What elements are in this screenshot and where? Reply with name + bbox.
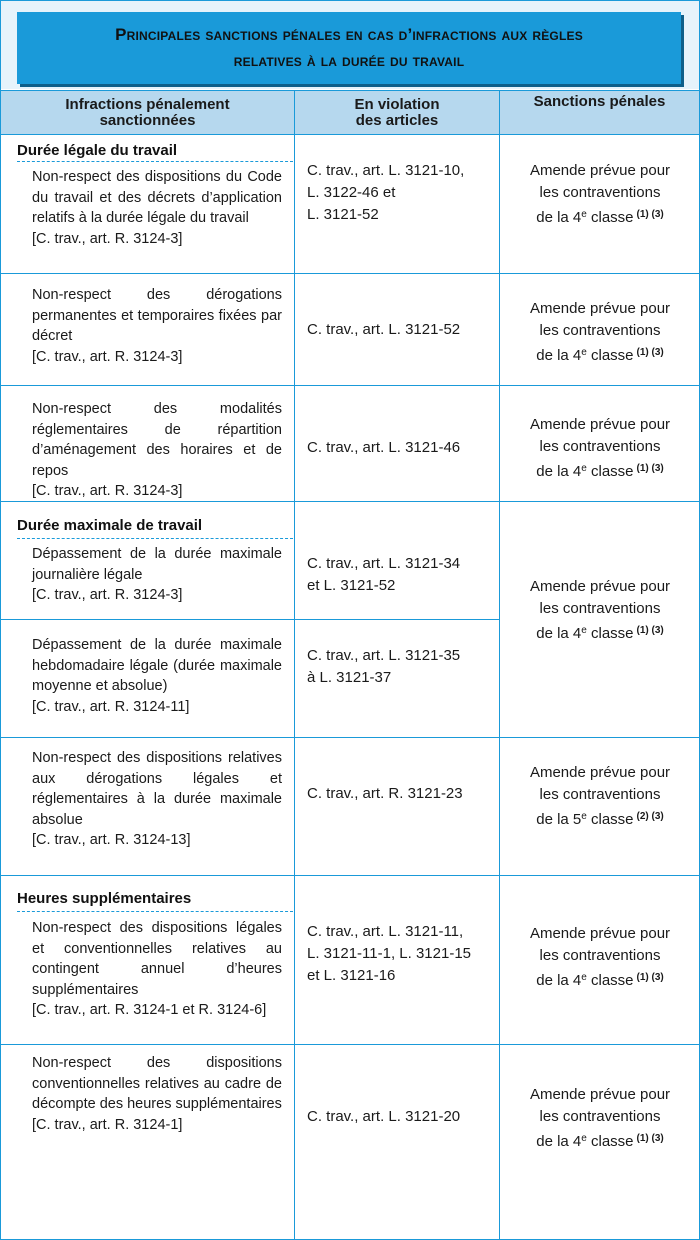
section-underline (17, 911, 293, 912)
footnote-refs: (1) (3) (636, 972, 664, 983)
infraction-cell (32, 748, 282, 851)
sanction-cell (501, 160, 699, 229)
row-divider (1, 1044, 699, 1045)
footnote-refs: (1) (3) (636, 625, 664, 636)
sanction-line (501, 458, 699, 483)
sanction-class-prefix: de la 4 (536, 972, 582, 989)
article-line: C. trav., art. L. 3121-46 (307, 439, 461, 456)
sanction-line: les contraventions (539, 600, 661, 617)
header-infractions-line-2: sanctionnées (99, 111, 196, 129)
infraction-text: Non-respect des modalités réglementaires de répartition d’aménagement des horaires et de repos (32, 401, 282, 479)
sanction-class-prefix: de la 4 (536, 463, 582, 480)
sanction-line: les contraventions (539, 947, 661, 964)
sanction-line: Amende prévue pour (529, 764, 671, 781)
sanction-class-suffix: classe (586, 463, 634, 480)
sanction-class-prefix: de la 4 (536, 625, 582, 642)
sanction-line: les contraventions (539, 1108, 661, 1125)
infraction-text: Dépassement de la durée maximale journalière légale (32, 546, 282, 583)
sanction-class-suffix: classe (586, 347, 634, 364)
header-infractions (1, 91, 294, 134)
infraction-reference: [C. trav., art. R. 3124-3] (32, 587, 183, 603)
sanction-line: Amende prévue pour (529, 1086, 671, 1103)
article-line: C. trav., art. L. 3121-11, (307, 923, 464, 940)
sanction-line (501, 204, 699, 229)
title-line-2: relatives à la durée du travail (233, 51, 465, 70)
sanction-class-suffix: classe (586, 625, 634, 642)
table-header-row (1, 91, 699, 134)
infraction-reference: [C. trav., art. R. 3124-1] (32, 1116, 183, 1133)
footnote-refs: (1) (3) (636, 463, 664, 474)
articles-cell (307, 921, 487, 987)
infraction-cell (32, 544, 282, 606)
infraction-reference: [C. trav., art. R. 3124-1 et R. 3124-6] (32, 1002, 267, 1018)
infraction-cell (32, 399, 282, 502)
sanction-cell (501, 762, 699, 831)
sanction-class-suffix: classe (586, 811, 634, 828)
sanction-cell (501, 576, 699, 645)
sanction-line: Amende prévue pour (529, 416, 671, 433)
header-articles-line-1: En violation (354, 95, 440, 113)
section-underline (17, 161, 293, 162)
sanction-cell (501, 414, 699, 483)
infraction-cell (32, 1053, 282, 1135)
article-line: C. trav., art. L. 3121-34 (307, 555, 461, 572)
article-line: L. 3121-52 (307, 206, 379, 223)
rule-header-bottom (1, 134, 699, 135)
sanction-class-prefix: de la 5 (536, 811, 582, 828)
sanction-class-ordinal: e (581, 811, 587, 822)
article-line: C. trav., art. L. 3121-20 (307, 1108, 461, 1125)
rule-top-header (1, 90, 699, 91)
sanction-line (501, 620, 699, 645)
sanction-cell (501, 923, 699, 992)
title-box (17, 12, 681, 84)
sanction-line: les contraventions (539, 786, 661, 803)
sanction-class-ordinal: e (581, 625, 587, 636)
sanction-line: les contraventions (539, 322, 661, 339)
section-heures-supplementaires: Heures supplémentaires (17, 890, 192, 907)
sanction-line: les contraventions (539, 184, 661, 201)
infraction-cell (32, 918, 282, 1021)
sanction-class-prefix: de la 4 (536, 1133, 582, 1150)
footnote-refs: (1) (3) (636, 347, 664, 358)
sanction-class-prefix: de la 4 (536, 347, 582, 364)
sanction-class-ordinal: e (581, 347, 587, 358)
infraction-text: Non-respect des dispositions légales et conventionnelles relatives au contingent annuel d’heures supplémentaires (32, 920, 282, 998)
sanction-line: Amende prévue pour (529, 300, 671, 317)
infraction-text: Non-respect des dispositions du Code du travail et des décrets d’application relatifs à la durée légale du travail (32, 169, 282, 226)
infraction-cell (32, 167, 282, 249)
infraction-reference: [C. trav., art. R. 3124-3] (32, 348, 183, 365)
article-line: C. trav., art. L. 3121-52 (307, 321, 461, 338)
articles-cell (307, 783, 487, 805)
footnote-refs: (2) (3) (636, 811, 664, 822)
sanction-line (501, 967, 699, 992)
row-divider (1, 875, 699, 876)
row-divider (1, 385, 699, 386)
articles-cell (307, 645, 487, 689)
sanction-cell (501, 1084, 699, 1153)
articles-cell (307, 437, 487, 459)
article-line: L. 3121-11-1, L. 3121-15 (307, 945, 472, 962)
sanction-line: Amende prévue pour (529, 578, 671, 595)
sanction-class-suffix: classe (586, 972, 634, 989)
article-line: C. trav., art. L. 3121-35 (307, 647, 461, 664)
footnote-refs: (1) (3) (636, 1133, 664, 1144)
footnote-refs: (1) (3) (636, 209, 664, 220)
title-line-1: Principales sanctions pénales en cas d’infractions aux règles (115, 25, 583, 44)
infraction-reference: [C. trav., art. R. 3124-11] (32, 698, 190, 715)
article-line: et L. 3121-52 (307, 577, 396, 594)
sanction-class-suffix: classe (586, 209, 634, 226)
infraction-text: Non-respect des dispositions conventionnelles relatives au cadre de décompte des heures supplémentaires (32, 1055, 282, 1112)
article-line: et L. 3121-16 (307, 967, 396, 984)
column-divider-2 (499, 91, 500, 1239)
sanction-line: les contraventions (539, 438, 661, 455)
header-articles-line-2: des articles (355, 111, 439, 129)
article-line: C. trav., art. L. 3121-10, (307, 162, 465, 179)
infraction-cell (32, 285, 282, 367)
sanction-line (501, 806, 699, 831)
articles-cell (307, 319, 487, 341)
infraction-reference: [C. trav., art. R. 3124-3] (32, 230, 183, 247)
section-duree-maximale: Durée maximale de travail (17, 517, 203, 534)
column-divider-1 (294, 91, 295, 1239)
infraction-reference: [C. trav., art. R. 3124-13] (32, 832, 191, 848)
sanction-line: Amende prévue pour (529, 925, 671, 942)
sanction-class-suffix: classe (586, 1133, 634, 1150)
sanction-class-ordinal: e (581, 972, 587, 983)
infraction-reference: [C. trav., art. R. 3124-3] (32, 483, 183, 499)
sanction-class-prefix: de la 4 (536, 209, 582, 226)
sanction-class-ordinal: e (581, 463, 587, 474)
infraction-text: Dépassement de la durée maximale hebdomadaire légale (durée maximale moyenne et absolue) (32, 637, 282, 694)
sanction-line (501, 342, 699, 367)
section-duree-legale: Durée légale du travail (17, 142, 178, 159)
sanction-cell (501, 298, 699, 367)
row-divider (1, 737, 699, 738)
sanction-line (501, 1128, 699, 1153)
header-articles (295, 91, 499, 134)
header-infractions-line-1: Infractions pénalement (65, 95, 230, 113)
infraction-text: Non-respect des dispositions relatives aux dérogations légales et réglementaires à la durée maximale absolue (32, 750, 282, 828)
articles-cell (307, 1106, 487, 1128)
header-sanctions: Sanctions pénales (533, 93, 666, 110)
infraction-text: Non-respect des dérogations permanentes et temporaires fixées par décret (32, 287, 282, 344)
article-line: C. trav., art. R. 3121-23 (307, 785, 463, 802)
article-line: L. 3122-46 et (307, 184, 396, 201)
sanction-line: Amende prévue pour (529, 162, 671, 179)
infraction-cell (32, 635, 282, 717)
section-underline (17, 538, 293, 539)
row-divider (1, 273, 699, 274)
row-divider (1, 619, 499, 620)
article-line: à L. 3121-37 (307, 669, 392, 686)
articles-cell (307, 553, 487, 597)
sanction-class-ordinal: e (581, 1133, 587, 1144)
articles-cell (307, 160, 487, 226)
sanction-class-ordinal: e (581, 209, 587, 220)
